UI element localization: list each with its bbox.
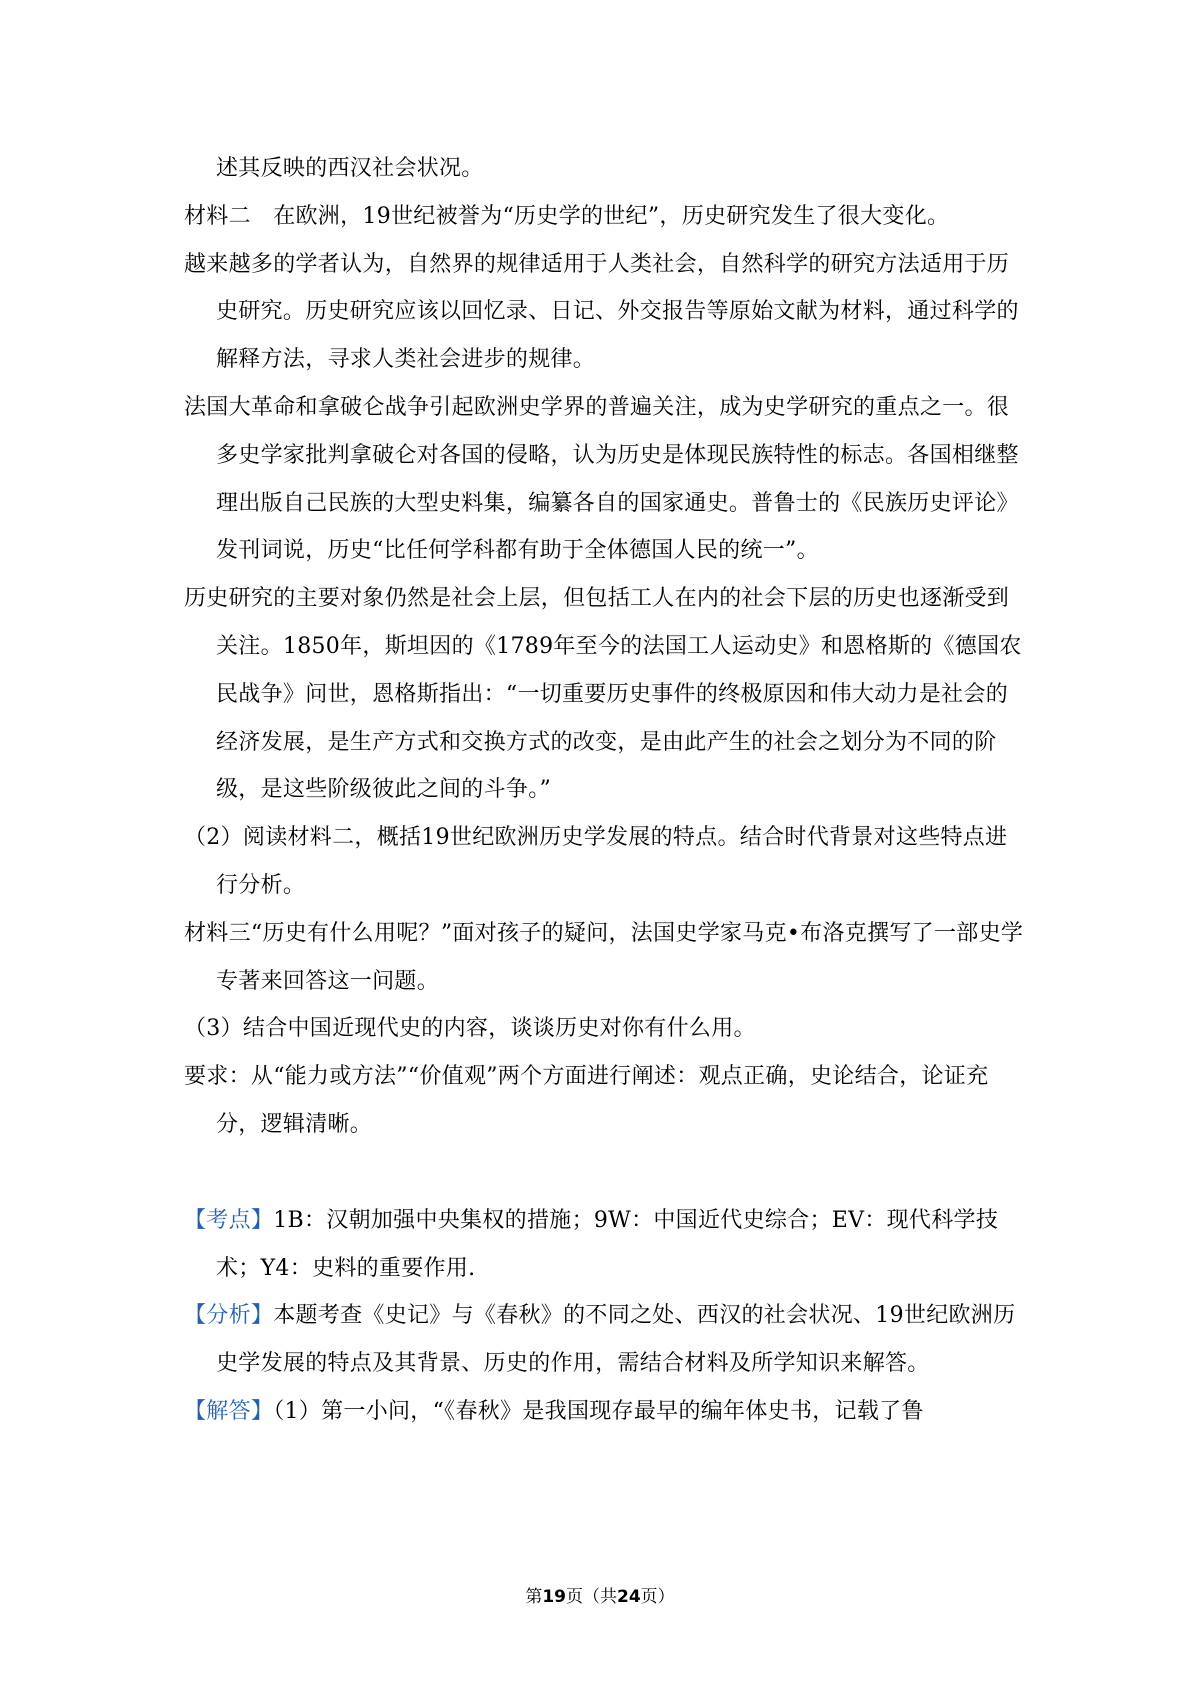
kaodian-tag: 【考点】	[184, 1207, 274, 1233]
kaodian-section	[184, 1197, 1028, 1293]
footer-total-pages: 24	[617, 1587, 641, 1607]
paragraph-scholars: 越来越多的学者认为，自然界的规律适用于人类社会，自然科学的研究方法适用于历史研究。历史研究应该以回忆录、日记、外交报告等原始文献为材料，通过科学的解释方法，寻求人类社会进步的规律。	[184, 251, 1019, 373]
paragraph-continuation: 述其反映的西汉社会状况。	[216, 156, 484, 181]
footer-middle: 页（共	[566, 1587, 617, 1607]
page-footer	[0, 1585, 1200, 1609]
kaodian-text: 1B：汉朝加强中央集权的措施；9W：中国近代史综合；EV：现代科学技术；Y4：史料的重要作用.	[216, 1207, 999, 1281]
question-two: （2）阅读材料二，概括19世纪欧洲历史学发展的特点。结合时代背景对这些特点进行分析。	[184, 825, 1008, 898]
fenxi-tag: 【分析】	[184, 1303, 274, 1329]
jieda-tag: 【解答】	[184, 1398, 274, 1424]
footer-page-number: 19	[542, 1587, 566, 1607]
paragraph-material-two-intro: 材料二 在欧洲，19世纪被誉为“历史学的世纪”，历史研究发生了很大变化。	[184, 203, 950, 229]
jieda-text: （1）第一小问，“《春秋》是我国现存最早的编年体史书，记载了鲁	[273, 1398, 924, 1424]
paragraph-material-three: 材料三“历史有什么用呢？”面对孩子的疑问，法国史学家马克•布洛克撰写了一部史学专著来回答这一问题。	[184, 920, 1024, 994]
requirements: 要求：从“能力或方法”“价值观”两个方面进行阐述：观点正确，史论结合，论证充分，逻辑清晰。	[184, 1064, 989, 1137]
jieda-section	[184, 1388, 1028, 1436]
fenxi-text: 本题考查《史记》与《春秋》的不同之处、西汉的社会状况、19世纪欧洲历史学发展的特点及其背景、历史的作用，需结合材料及所学知识来解答。	[216, 1303, 1016, 1377]
footer-suffix: 页）	[640, 1587, 675, 1607]
paragraph-social-lower-class: 历史研究的主要对象仍然是社会上层，但包括工人在内的社会下层的历史也逐渐受到关注。1850年，斯坦因的《1789年至今的法国工人运动史》和恩格斯的《德国农民战争》问世，恩格斯指出：“一切重要历史事件的终极原因和伟大动力是社会的经济发展，是生产方式和交换方式的改变，是由此产生的社会之划分为不同的阶级，是这些阶级彼此之间的斗争。”	[184, 586, 1022, 803]
footer-prefix: 第	[525, 1587, 543, 1607]
fenxi-section	[184, 1292, 1028, 1388]
paragraph-french-revolution: 法国大革命和拿破仑战争引起欧洲史学界的普遍关注，成为史学研究的重点之一。很多史学家批判拿破仑对各国的侵略，认为历史是体现民族特性的标志。各国相继整理出版自己民族的大型史料集，编纂各自的国家通史。普鲁士的《民族历史评论》发刊词说，历史“比任何学科都有助于全体德国人民的统一”。	[184, 394, 1019, 564]
question-three: （3）结合中国近现代史的内容，谈谈历史对你有什么用。	[184, 1016, 756, 1042]
page-content	[184, 145, 1028, 1436]
